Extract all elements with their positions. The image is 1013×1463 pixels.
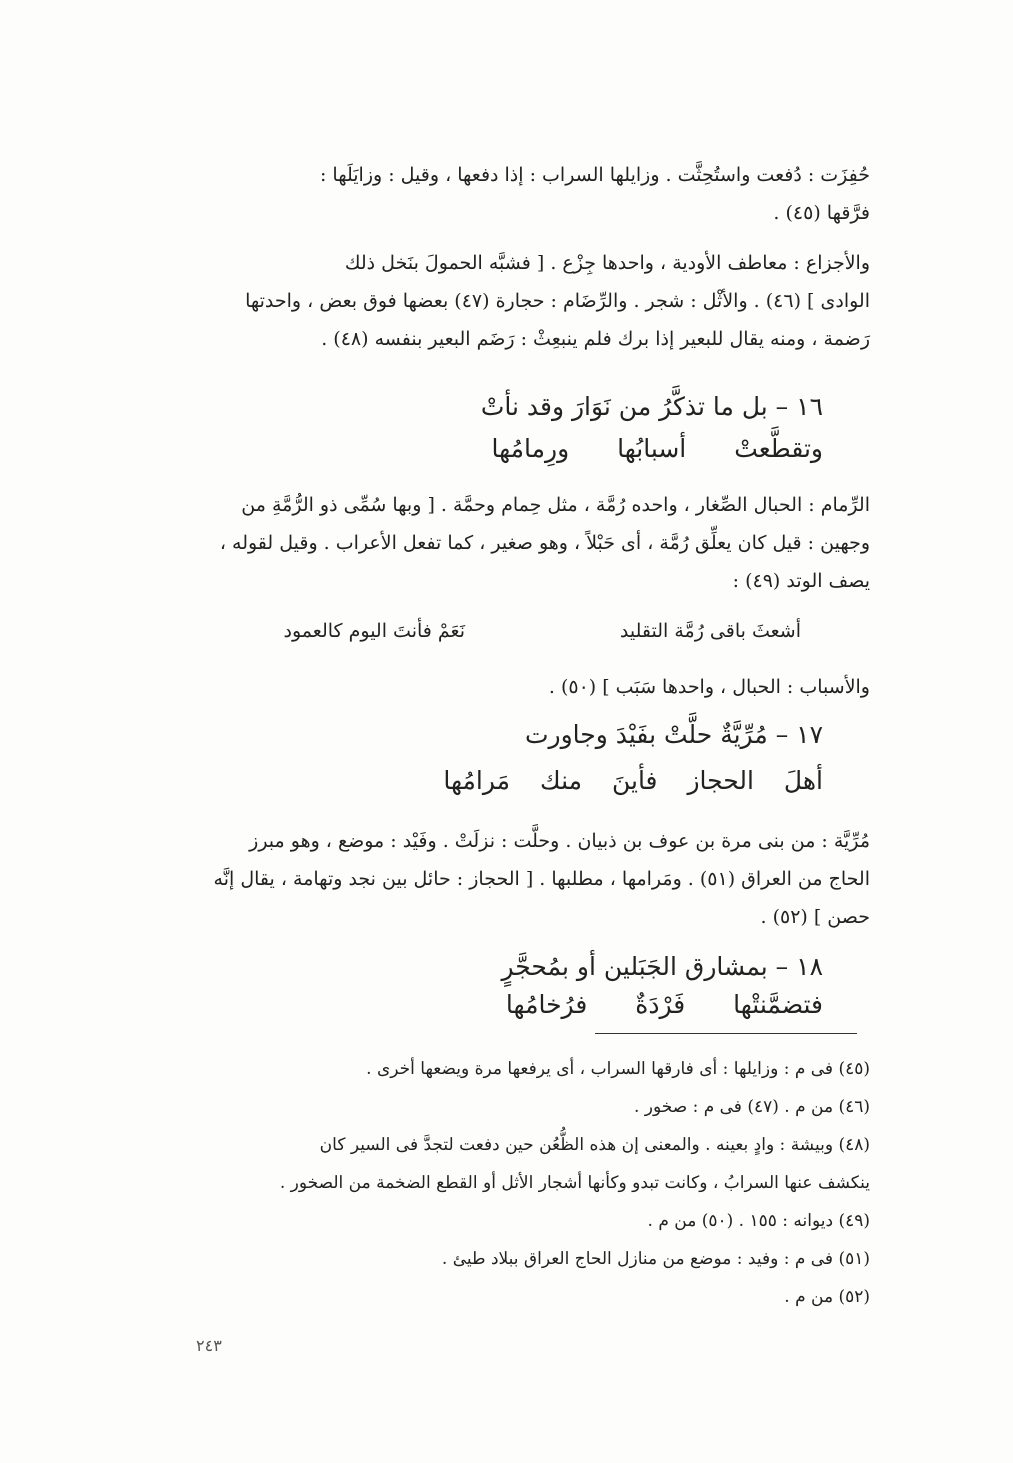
verse-17-line-2: أهلَ الحجاز فأينَ منك مَرامُها [443, 766, 823, 795]
text-line: والأجزاع : معاطف الأودية ، واحدها جِزْع . [ فشبَّه الحمولَ بنَخل ذلك [344, 252, 870, 274]
verse-18-line-1: ١٨ – بمشارق الجَبَلين أو بمُحجَّرٍ [501, 952, 823, 981]
couplet-right-hemistich: أشعثَ باقى رُمَّة التقليد [619, 620, 801, 642]
paragraph-murriyya [145, 822, 870, 936]
verse-16-line-1: ١٦ – بل ما تذكَّرُ من نَوَارَ وقد نأتْ [480, 392, 823, 421]
footnote-line: (٤٨) وبيشة : وادٍ بعينه . والمعنى إن هذه الظُّعُن حين دفعت لتجدَّ فى السير كان [319, 1135, 870, 1155]
footnote-line: (٥٢) من م . [784, 1287, 870, 1307]
text-line: يصف الوتد (٤٩) : [732, 570, 870, 592]
text-line: مُرِّيَّة : من بنى مرة بن عوف بن ذبيان . وحلَّت : نزلَتْ . وفَيْد : موضع ، وهو مبرز [249, 830, 870, 852]
text-line: رَضمة ، ومنه يقال للبعير إذا برك فلم ينبعِثْ : رَضَم البعير بنفسه (٤٨) . [321, 328, 870, 350]
paragraph-rimam [145, 486, 870, 600]
couplet-left-hemistich: نَعَمْ فأنتَ اليوم كالعمود [283, 620, 465, 642]
footnote-separator [595, 1033, 857, 1034]
verse-17-line-1: ١٧ – مُرِّيَّةٌ حلَّتْ بفَيْدَ وجاورت [524, 720, 823, 749]
text-line: وجهين : قيل كان يعلِّق رُمَّة ، أى حَبْلاً ، وهو صغير ، كما تفعل الأعراب . وقيل لقوله ، [219, 532, 870, 554]
footnote-line: (٥١) فى م : وفيد : موضع من منازل الحاج العراق ببلاد طيئ . [441, 1249, 870, 1269]
footnote-line: (٤٦) من م . (٤٧) فى م : صخور . [633, 1097, 870, 1117]
text-line: الرِّمام : الحبال الصِّغار ، واحده رُمَّة ، مثل حِمام وحمَّة . [ وبها سُمِّى ذو الرُّمَّةِ من [241, 494, 870, 516]
footnotes [150, 1050, 870, 1316]
page-number: ٢٤٣ [196, 1336, 222, 1355]
text-line: حُفِزَت : دُفعت واستُحِثَّت . وزايلها السراب : إذا دفعها ، وقيل : وزايَلَها : [319, 164, 870, 186]
paragraph-ajza [145, 244, 870, 358]
text-line: الوادى ] (٤٦) . والأثْل : شجر . والرِّضَام : حجارة (٤٧) بعضها فوق بعض ، واحدتها [245, 290, 870, 312]
verse-18-line-2: فتضمَّنتْها فَرْدَةٌ فرُخامُها [505, 990, 823, 1019]
text-line: والأسباب : الحبال ، واحدها سَبَب ] (٥٠) . [548, 676, 870, 698]
text-line: حصن ] (٥٢) . [760, 906, 870, 928]
footnote-line: (٤٩) ديوانه : ١٥٥ . (٥٠) من م . [647, 1211, 870, 1231]
verse-16-line-2: وتقطَّعتْ أسبابُها ورِمامُها [491, 434, 823, 463]
text-line: فرَّقها (٤٥) . [773, 202, 870, 224]
footnote-line: ينكشف عنها السرابُ ، وكانت تبدو وكأنها أشجار الأثل أو القطع الضخمة من الصخور . [279, 1173, 870, 1193]
text-line: الحاج من العراق (٥١) . ومَرامها ، مطلبها . [ الحجاز : حائل بين نجد وتهامة ، يقال إنَّه [213, 868, 870, 890]
paragraph-asbab [145, 668, 870, 706]
paragraph-hufizat [145, 156, 870, 232]
footnote-line: (٤٥) فى م : وزايلها : أى فارقها السراب ، أى يرفعها مرة ويضعها أخرى . [366, 1059, 870, 1079]
